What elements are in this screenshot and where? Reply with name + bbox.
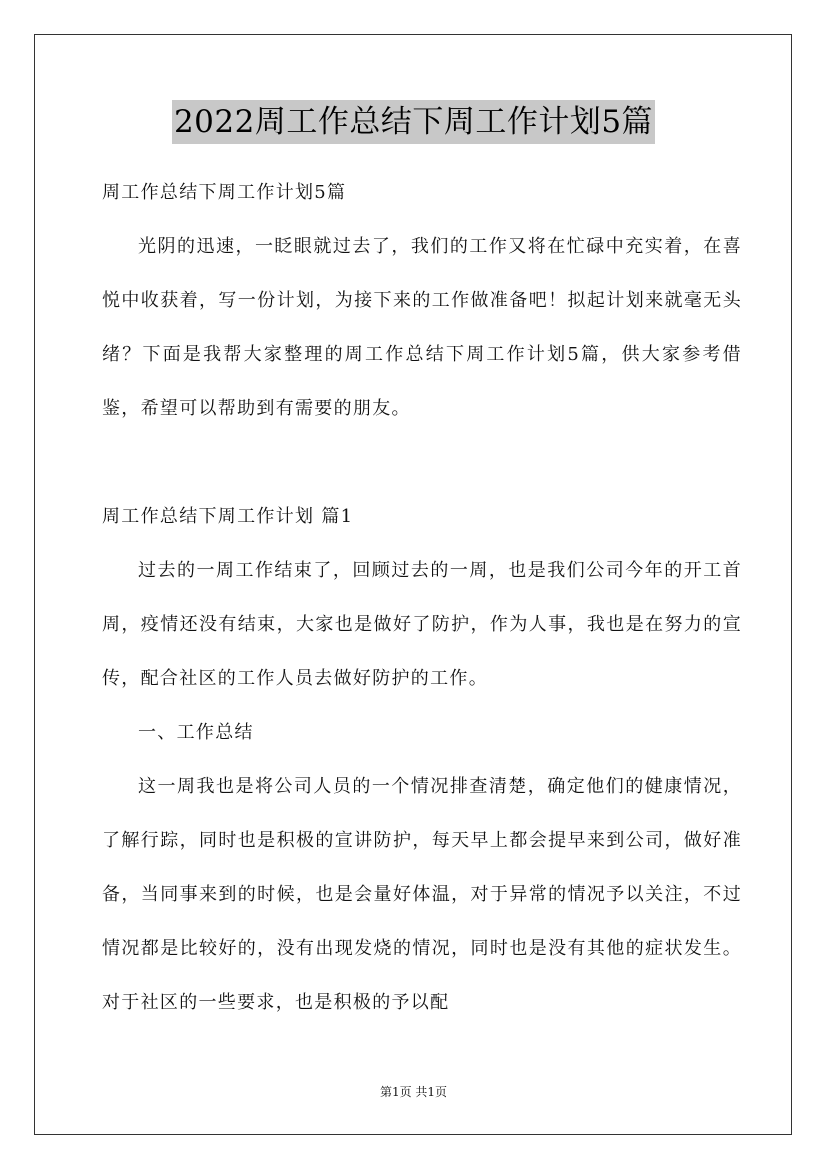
document-subtitle: 周工作总结下周工作计划5篇 bbox=[102, 182, 347, 203]
paragraph-spacer bbox=[102, 436, 742, 490]
page-footer bbox=[0, 1083, 827, 1101]
document-title: 2022周工作总结下周工作计划5篇 bbox=[172, 100, 655, 144]
section-heading: 周工作总结下周工作计划 篇1 bbox=[102, 506, 354, 527]
section-paragraph-1: 过去的一周工作结束了，回顾过去的一周，也是我们公司今年的开工首周，疫情还没有结束，大家也是做好了防护，作为人事，我也是在努力的宣传，配合社区的工作人员去做好防护的工作。 bbox=[102, 560, 742, 689]
subheading-work-summary: 一、工作总结 bbox=[138, 722, 254, 743]
document-body bbox=[102, 166, 742, 1030]
section-paragraph-2: 这一周我也是将公司人员的一个情况排查清楚，确定他们的健康情况，了解行踪，同时也是积极的宣讲防护，每天早上都会提早来到公司，做好准备，当同事来到的时候，也是会量好体温，对于异常的情况予以关注，不过情况都是比较好的，没有出现发烧的情况，同时也是没有其他的症状发生。对于社区的一些要求，也是积极的予以配 bbox=[102, 776, 742, 1013]
title-container bbox=[0, 100, 827, 144]
page-number: 第1页 共1页 bbox=[379, 1085, 448, 1099]
intro-paragraph: 光阴的迅速，一眨眼就过去了，我们的工作又将在忙碌中充实着，在喜悦中收获着，写一份计划，为接下来的工作做准备吧！拟起计划来就毫无头绪？下面是我帮大家整理的周工作总结下周工作计划5篇，供大家参考借鉴，希望可以帮助到有需要的朋友。 bbox=[102, 236, 742, 419]
